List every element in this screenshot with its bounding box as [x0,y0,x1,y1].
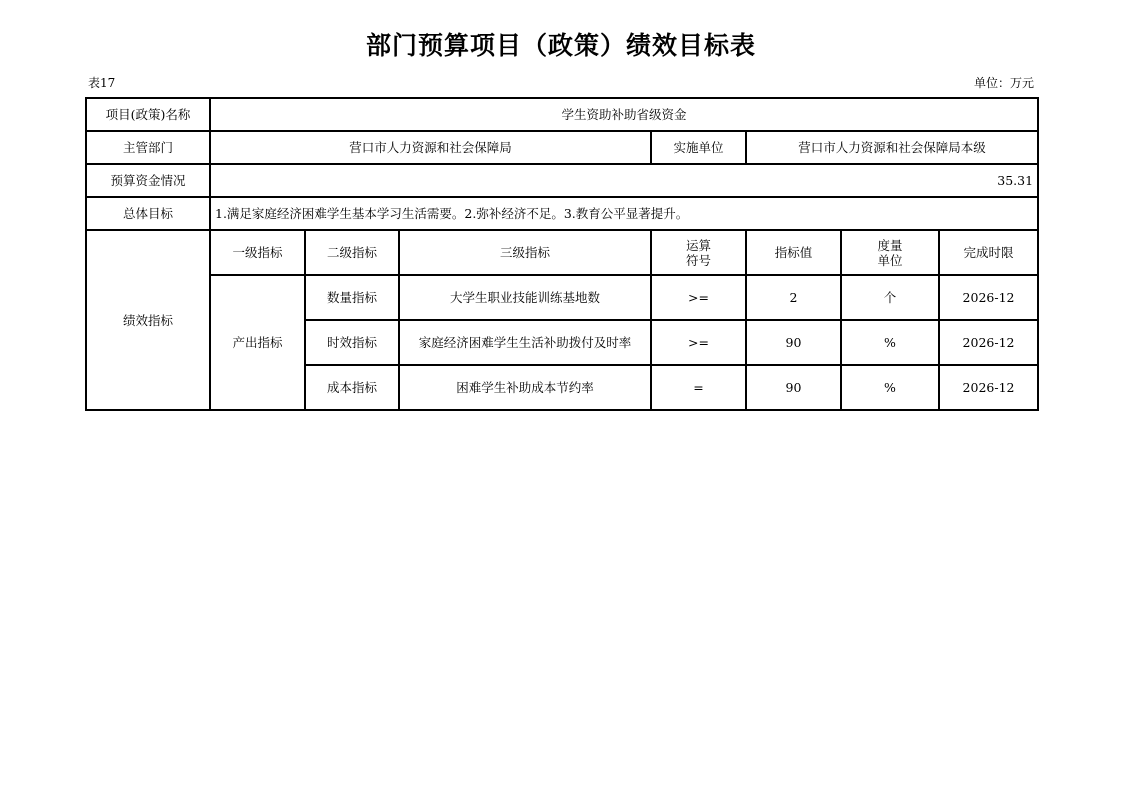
header-deadline: 完成时限 [939,230,1038,275]
unit-cell: % [841,320,939,365]
budget-label: 预算资金情况 [86,164,210,197]
impl-value: 营口市人力资源和社会保障局本级 [746,131,1038,164]
header-value: 指标值 [746,230,841,275]
table-row [86,275,1038,320]
perf-label: 绩效指标 [86,230,210,410]
value-cell: 2 [746,275,841,320]
header-unit-line1: 度量 [877,237,903,253]
budget-value: 35.31 [210,164,1038,197]
value-cell: 90 [746,365,841,410]
page-title: 部门预算项目（政策）绩效目标表 [365,31,756,60]
deadline-cell: 2026-12 [939,320,1038,365]
operator-cell: >= [651,275,746,320]
unit-cell: % [841,365,939,410]
unit-label: 单位：万元 [973,76,1034,90]
dept-label: 主管部门 [86,131,210,164]
performance-target-table [85,97,1039,411]
dept-value: 营口市人力资源和社会保障局 [210,131,651,164]
header-operator-line1: 运算 [685,237,711,253]
level2-cell: 成本指标 [305,365,399,410]
table-number: 表17 [88,76,116,90]
table-row [86,164,1038,197]
header-unit-line2: 单位 [877,252,903,268]
level1-value: 产出指标 [210,275,305,410]
header-level1: 一级指标 [210,230,305,275]
unit-cell: 个 [841,275,939,320]
table-row [86,131,1038,164]
goal-value: 1.满足家庭经济困难学生基本学习生活需要。2.弥补经济不足。3.教育公平显著提升。 [210,197,1038,230]
header-operator [651,230,746,275]
project-name-label: 项目(政策)名称 [86,98,210,131]
level3-cell: 困难学生补助成本节约率 [399,365,651,410]
operator-cell: = [651,365,746,410]
level3-cell: 大学生职业技能训练基地数 [399,275,651,320]
header-operator-line2: 符号 [685,252,711,268]
header-level3: 三级指标 [399,230,651,275]
deadline-cell: 2026-12 [939,365,1038,410]
header-unit [841,230,939,275]
level2-cell: 时效指标 [305,320,399,365]
table-header-row [86,230,1038,275]
deadline-cell: 2026-12 [939,275,1038,320]
level3-cell: 家庭经济困难学生生活补助拨付及时率 [399,320,651,365]
header-level2: 二级指标 [305,230,399,275]
table-row [86,98,1038,131]
project-name-value: 学生资助补助省级资金 [210,98,1038,131]
value-cell: 90 [746,320,841,365]
level2-cell: 数量指标 [305,275,399,320]
impl-label: 实施单位 [651,131,746,164]
operator-cell: >= [651,320,746,365]
table-row [86,197,1038,230]
goal-label: 总体目标 [86,197,210,230]
